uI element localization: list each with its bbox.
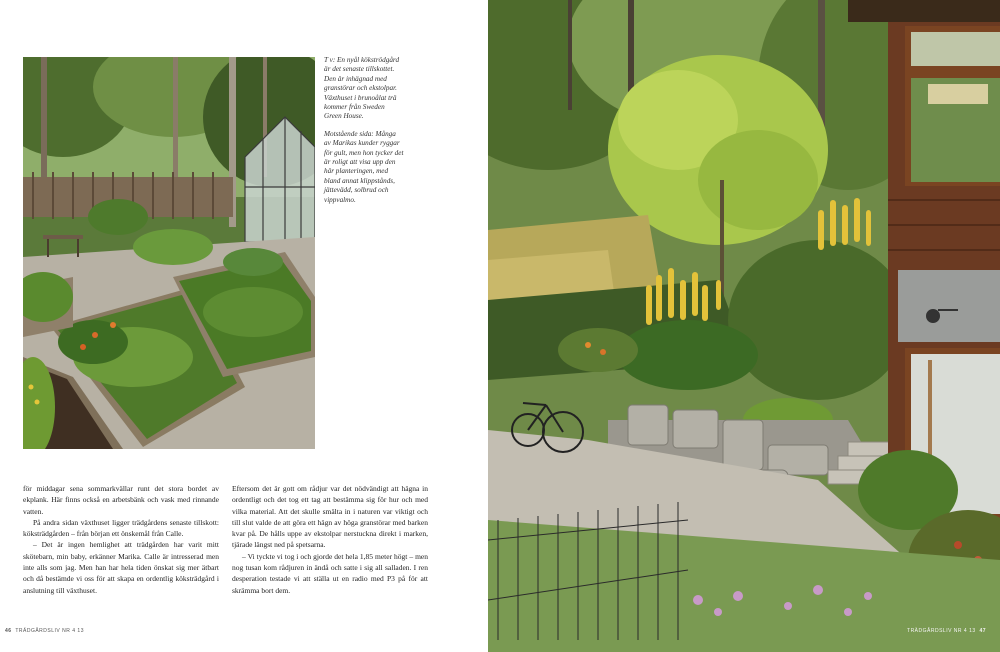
magazine-name: TRÄDGÅRDSLIV NR 4 13 [907,628,976,634]
body-paragraph: – Vi tyckte vi tog i och gjorde det hela 1,85 meter högt – men nog tusan kom rådjuren in ändå och satte i sig all salladen. I ren desperation testade vi att ställa ut en radio med P3 på för att skrämma bort dem. [232,551,428,595]
right-footer [907,628,986,634]
caption-paragraph: T v: En nyål kökströdgård är det senaste tillskottet. Den är inhägnad med granstörar och ekstolpar. Växthuset i brunoålat trä kommer från Sweden Green House. [324,56,400,121]
right-page [488,0,1000,652]
house-garden-photo [488,0,1000,652]
body-column-2 [232,483,428,596]
page-number: 46 [5,628,12,634]
body-paragraph: Eftersom det är gott om rådjur var det nödvändigt att hägna in ordentligt och det tog ett tag att bestämma sig för hur och med vilka material. Att det skulle smälta in i naturen var viktigt och till slut valde de att göra ett hägn av höga granstörar med barken kvar på. De hålls uppe av ekstolpar nerstuckna direkt i marken, tjärade längst ned på spetsarna. [232,484,428,550]
magazine-name: TRÄDGÅRDSLIV NR 4 13 [15,628,84,634]
body-paragraph: – Det är ingen hemlighet att trädgården har varit mitt skötebarn, min baby, erkänner Marika. Calle är intresserad men inte alls som jag. Men han har hela tiden önskat sig mer ätbart och då bestämde vi oss för att skapa en ordentlig köksträdgård i anslutning till växthuset. [23,540,219,595]
caption-paragraph: Motstående sida: Många av Marikas kunder ryggar för gult, men hon tycker det är roligt att visa upp den här planteringen, med bland annat klippstånds, jättevädd, solbrud och vippvalmo. [324,129,404,204]
photo-caption [324,56,404,213]
body-paragraph: På andra sidan växthuset ligger trädgårdens senaste tillskott: köksträdgården – från början ett önskemål från Calle. [23,517,219,539]
left-page [0,0,488,652]
page-number: 47 [979,628,986,634]
kitchen-garden-photo [23,57,315,449]
body-column-1 [23,483,219,596]
left-footer [5,628,84,634]
body-paragraph: för middagar sena sommarkvällar runt det stora bordet av ekplank. Här finns också en arbetsbänk och vask med rinnande vatten. [23,484,219,516]
